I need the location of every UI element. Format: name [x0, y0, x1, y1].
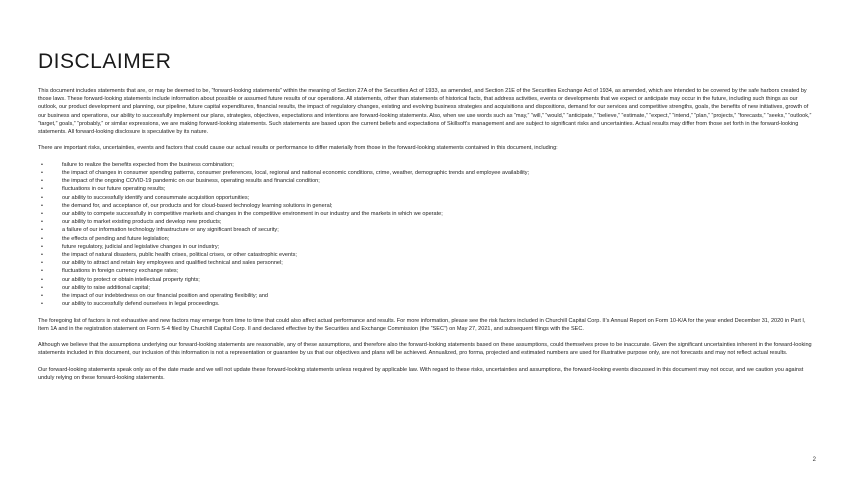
paragraph-no-update: Our forward-looking statements speak only as of the date made and we will not update these forward-looking statements unless required by applicable law. With regard to these risks, uncertainties and assumptions, the forward-looking events discussed in this document may not occur, and we caution you against unduly relying on these forward-looking statements. — [38, 366, 804, 382]
list-item-text: our ability to raise additional capital; — [62, 284, 150, 291]
list-item-text: our ability to compete successfully in competitive markets and changes in the competitive environment in our industry and the markets in which we operate; — [62, 211, 443, 218]
list-item-text: our ability to attract and retain key employees and qualified technical and sales personnel; — [62, 260, 283, 267]
list-item — [38, 218, 812, 226]
bullet-icon: • — [41, 301, 43, 308]
list-item-text: future regulatory, judicial and legislative changes in our industry; — [62, 243, 220, 250]
list-item — [38, 161, 812, 169]
risk-factor-list — [38, 161, 812, 309]
page-title: DISCLAIMER — [38, 50, 172, 73]
list-item-text: failure to realize the benefits expected from the business combination; — [62, 161, 234, 168]
list-item — [38, 235, 812, 243]
list-item-text: our ability to protect or obtain intellectual property rights; — [62, 276, 200, 283]
list-item-text: the impact of changes in consumer spending patterns, consumer preferences, local, regional and national economic conditions, crime, weather, demographic trends and employee availability; — [62, 170, 530, 176]
list-item — [38, 292, 812, 300]
paragraph-risks-intro: There are important risks, uncertainties, events and factors that could cause our actual results or performance to differ materially from those in the forward-looking statements contained in this document, including: — [38, 145, 558, 152]
list-item — [38, 194, 812, 202]
bullet-icon: • — [41, 260, 43, 267]
bullet-icon: • — [41, 293, 43, 300]
list-item — [38, 300, 812, 308]
list-item-text: the demand for, and acceptance of, our products and for cloud-based technology learning solutions in general; — [62, 202, 333, 209]
list-item — [38, 185, 812, 193]
bullet-icon: • — [41, 211, 43, 218]
bullet-icon: • — [41, 284, 43, 291]
list-item — [38, 202, 812, 210]
bullet-icon: • — [41, 268, 43, 275]
list-item-text: our ability to market existing products and develop new products; — [62, 219, 222, 226]
disclaimer-body — [38, 87, 812, 390]
bullet-icon: • — [41, 186, 43, 193]
list-item — [38, 177, 812, 185]
list-item — [38, 259, 812, 267]
list-item — [38, 276, 812, 284]
bullet-icon: • — [41, 178, 43, 185]
list-item — [38, 251, 812, 259]
bullet-icon: • — [41, 161, 43, 168]
paragraph-risk-factors-reference: The foregoing list of factors is not exhaustive and new factors may emerge from time to time that could also affect actual performance and results. For more information, please see the risk factors included in Churchill Capital Corp. II’s Annual Report on Form 10-K/A for the year ended December 31, 2020 in Part I, Item 1A and in the registration statement on Form S-4 filed by Churchill Capital Corp. II and declared effective by the Securities and Exchange Commission (the “SEC”) on May 27, 2021, and subsequent filings with the SEC. — [38, 317, 806, 332]
list-item — [38, 226, 812, 234]
list-item-text: the impact of our indebtedness on our financial position and operating flexibility; and — [62, 293, 268, 300]
bullet-icon: • — [41, 276, 43, 283]
bullet-icon: • — [41, 227, 43, 234]
list-item — [38, 284, 812, 292]
list-item-text: our ability to successfully defend ourselves in legal proceedings. — [62, 301, 220, 308]
list-item-text: fluctuations in foreign currency exchange rates; — [62, 268, 179, 275]
list-item — [38, 243, 812, 251]
bullet-icon: • — [41, 235, 43, 242]
list-item — [38, 169, 812, 177]
list-item-text: the impact of natural disasters, public health crises, political crises, or other catastrophic events; — [62, 252, 297, 259]
list-item-text: the impact of the ongoing COVID-19 pandemic on our business, operating results and financial condition; — [62, 178, 320, 185]
list-item-text: a failure of our information technology infrastructure or any significant breach of security; — [62, 227, 279, 234]
list-item — [38, 210, 812, 218]
list-item-text: fluctuations in our future operating results; — [62, 186, 166, 193]
bullet-icon: • — [41, 170, 43, 176]
paragraph-forward-looking: This document includes statements that are, or may be deemed to be, “forward-looking statements” within the meaning of Section 27A of the Securities Act of 1933, as amended, and Section 21E of the Securities Exchange Act of 1934, as amended, which are intended to be covered by the safe harbors created by those laws. These forward-looking statements include information about possible or assumed future results of our operations. All statements, other than statements of historical facts, that address activities, events or developments that we expect or anticipate may occur in the future, including such things as our outlook, our product development and planning, our pipeline, future capital expenditures, financial results, the impact of regulatory changes, existing and evolving business strategies and acquisitions and dispositions, demand for our services and competitive strengths, goals, the benefits of new initiatives, growth of our business and operations, our ability to successfully implement our plans, strategies, objectives, expectations and intentions are forward-looking statements. Also, when we use words such as “may,” “will,” “would,” “anticipate,” “believe,” “estimate,” “expect,” “intend,” “plan,” “projects,” “forecasts,” “seeks,” “outlook,” “target,” goals,” “probably,” or similar expressions, we are making forward-looking statements. Such statements are based upon the current beliefs and expectations of Skillsoft’s management and are subject to significant risks and uncertainties. Actual results may differ from those set forth in the forward-looking statements. All forward-looking disclosure is speculative by its nature. — [38, 88, 812, 136]
bullet-icon: • — [41, 243, 43, 250]
page-number: 2 — [812, 457, 816, 463]
paragraph-assumptions: Although we believe that the assumptions underlying our forward-looking statements are reasonable, any of these assumptions, and therefore also the forward-looking statements based on these assumptions, could themselves prove to be inaccurate. Given the significant uncertainties inherent in the forward-looking statements included in this document, our inclusion of this information is not a representation or guarantee by us that our objectives and plans will be achieved. Annualized, pro forma, projected and estimated numbers are used for illustrative purpose only, are not forecasts and may not reflect actual results. — [38, 342, 812, 357]
bullet-icon: • — [41, 194, 43, 201]
list-item-text: the effects of pending and future legislation; — [62, 235, 170, 242]
list-item — [38, 267, 812, 275]
list-item-text: our ability to successfully identify and consummate acquisition opportunities; — [62, 194, 250, 201]
bullet-icon: • — [41, 252, 43, 259]
bullet-icon: • — [41, 202, 43, 209]
bullet-icon: • — [41, 219, 43, 226]
